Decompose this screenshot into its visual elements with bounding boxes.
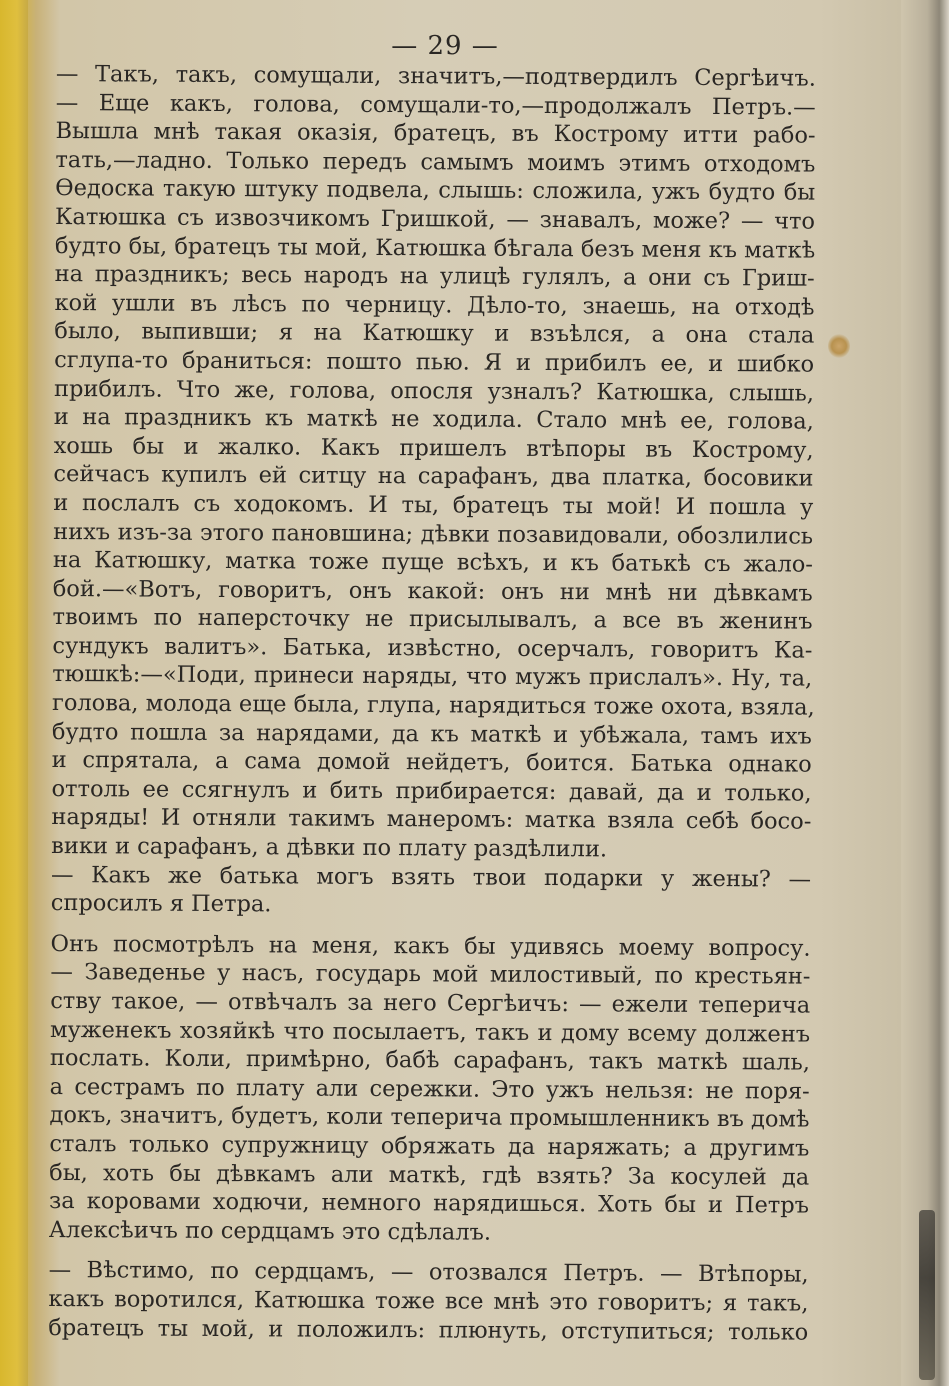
text-line: — Какъ же батька могъ взять твои подарки у жены? — (50, 861, 812, 893)
text-line: бой.—«Вотъ, говоритъ, онъ какой: онъ ни мнѣ ни дѣвкамъ (52, 575, 813, 607)
text-line: докъ, значитъ, будетъ, коли теперича промышленникъ въ домѣ (49, 1102, 810, 1133)
text-line: оттоль ее ссягнулъ и бить прибирается: давай, да и только, (51, 775, 812, 807)
text-line: муженекъ хозяйкѣ что посылаетъ, такъ и дому всему долженъ (49, 1016, 811, 1048)
text-line: какъ воротился, Катюшка тоже все мнѣ это говоритъ; я такъ, (48, 1285, 809, 1317)
paper-stain (828, 334, 850, 358)
text-line: — Заведенье у насъ, государь мой милостивый, по крестьян- (50, 959, 811, 991)
page-text (48, 60, 816, 1347)
text-line: сундукъ валитъ». Батька, извѣстно, осерчалъ, говоритъ Ка- (52, 632, 813, 664)
text-line: за коровами ходючи, немного нарядишься. Хоть бы и Петръ (48, 1188, 810, 1219)
text-line: было, выпивши; я на Катюшку и взъѣлся, а она стала (54, 318, 815, 349)
text-line: голова, молода еще была, глупа, нарядиться тоже охота, взяла, (51, 690, 815, 721)
book-spine (0, 0, 28, 1386)
text-line: кой ушли въ лѣсъ по черницу. Дѣло-то, знаешь, на отходѣ (54, 289, 815, 321)
text-line: тюшкѣ:—«Поди, принеси наряды, что мужъ прислалъ». Ну, та, (52, 661, 813, 693)
text-line: прибилъ. Что же, голова, опосля узналъ? Катюшка, слышь, (53, 375, 815, 407)
text-line: Ѳедоска такую штуку подвела, слышь: сложила, ужъ будто бы (55, 175, 816, 207)
text-line: Вышла мнѣ такая оказія, братецъ, въ Кострому итти рабо- (55, 118, 816, 149)
text-line: на праздникъ; весь народъ на улицѣ гулялъ, а они съ Гриш- (54, 261, 815, 292)
text-line: — Вѣстимо, по сердцамъ, — отозвался Петръ. — Втѣпоры, (48, 1257, 809, 1288)
text-line: Алексѣичъ по сердцамъ это сдѣлалъ. (48, 1216, 492, 1246)
text-line: а сестрамъ по плату али сережки. Это ужъ нельзя: не поря- (49, 1073, 810, 1105)
text-line: — Еще какъ, голова, сомущали-то,—продолжалъ Петръ.— (55, 89, 816, 121)
text-line: и послалъ съ ходокомъ. И ты, братецъ ты мой! И пошла у (53, 489, 814, 521)
text-line: сейчасъ купилъ ей ситцу на сарафанъ, два платка, босовики (53, 461, 814, 492)
text-line: наряды! И отняли такимъ манеромъ: матка взяла себѣ босо- (51, 804, 812, 836)
text-line: — Такъ, такъ, сомущали, значитъ,—подтвердилъ Сергѣичъ. (55, 60, 816, 92)
text-line: и на праздникъ къ маткѣ не ходила. Стало мнѣ ее, голова, (53, 404, 814, 435)
text-line: твоимъ по наперсточку не присылывалъ, а все въ женинъ (52, 604, 813, 635)
text-line: послать. Коли, примѣрно, бабѣ сарафанъ, такъ маткѣ шаль, (49, 1045, 810, 1076)
text-line: сталъ только супружницу обряжать да наряжать; а другимъ (49, 1130, 810, 1162)
text-line: сглупа-то браниться: пошто пью. Я и прибилъ ее, и шибко (54, 346, 815, 378)
text-line: Онъ посмотрѣлъ на меня, какъ бы удивясь моему вопросу. (50, 930, 811, 962)
text-line: хошь бы и жалко. Какъ пришелъ втѣпоры въ Кострому, (53, 432, 814, 464)
text-line: нихъ изъ-за этого пановшина; дѣвки позавидовали, обозлились (53, 518, 814, 550)
text-line: вики и сарафанъ, а дѣвки по плату раздѣлили. (51, 833, 608, 863)
text-line: и спрятала, а сама домой нейдетъ, боится. Батька однако (51, 747, 812, 778)
text-line: ству такое, — отвѣчалъ за него Сергѣичъ: — ежели теперича (50, 987, 811, 1019)
text-line: тать,—ладно. Только передъ самымъ моимъ этимъ отходомъ (55, 146, 816, 178)
text-line: братецъ ты мой, и положилъ: плюнуть, отступиться; только (48, 1314, 809, 1346)
text-line: спросилъ я Петра. (50, 890, 272, 918)
worn-edge-mark (919, 1210, 935, 1380)
page-edge (901, 0, 949, 1386)
text-line: на Катюшку, матка тоже пуще всѣхъ, и къ батькѣ съ жало- (52, 547, 814, 578)
page-number: — 29 — (391, 31, 499, 61)
text-line: будто бы, братецъ ты мой, Катюшка бѣгала безъ меня къ маткѣ (54, 232, 816, 264)
text-line: бы, хоть бы дѣвкамъ али маткѣ, гдѣ взять? За косулей да (49, 1159, 810, 1191)
text-line: Катюшка съ извозчикомъ Гришкой, — знавалъ, може? — что (54, 203, 816, 235)
text-line: будто пошла за нарядами, да къ маткѣ и убѣжала, тамъ ихъ (51, 718, 812, 750)
